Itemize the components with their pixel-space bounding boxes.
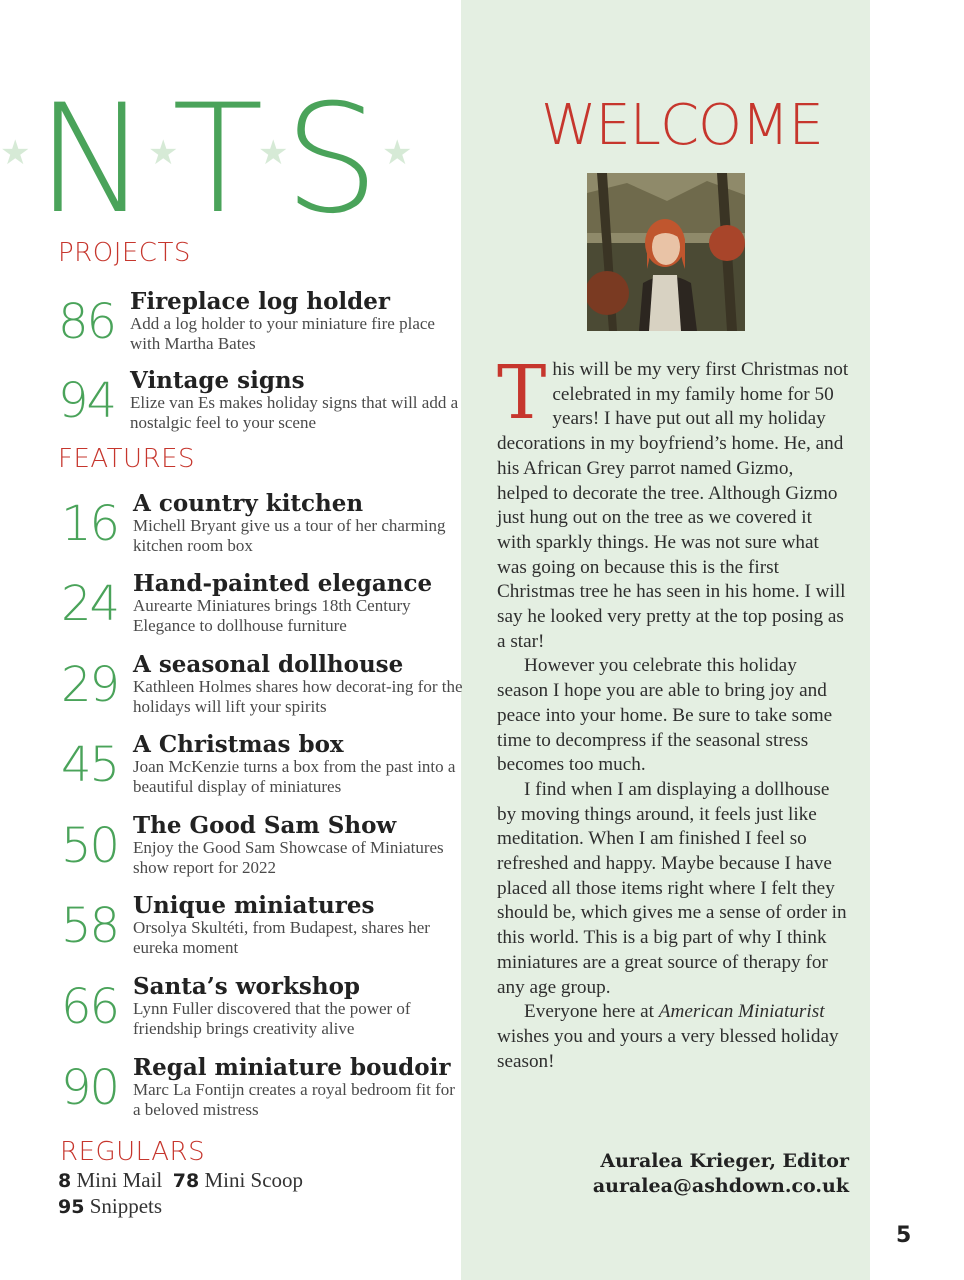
masthead-letter-s: S <box>284 73 382 247</box>
item-title: A Christmas box <box>133 731 344 758</box>
item-page-number: 66 <box>61 979 119 1035</box>
letter-paragraph <box>497 350 849 654</box>
regular-page: 8 <box>58 1170 72 1192</box>
drop-cap: T <box>497 350 547 436</box>
regular-title: Snippets <box>89 1194 163 1218</box>
item-page-number: 45 <box>61 737 119 793</box>
contents-item[interactable] <box>61 973 461 1061</box>
letter-paragraph <box>497 1000 849 1074</box>
item-page-number: 94 <box>58 373 116 429</box>
item-page-number: 24 <box>61 576 119 632</box>
contents-item[interactable] <box>61 1054 461 1142</box>
letter-paragraph: However you celebrate this holiday season I hope you are able to bring joy and peace into your home. Be sure to take some time to decompress if the seasonal stress becomes too much. <box>497 655 833 776</box>
item-description: Michell Bryant give us a tour of her charming kitchen room box <box>133 516 446 555</box>
star-icon: ★ <box>382 133 413 173</box>
welcome-heading: WELCOME <box>541 93 823 158</box>
regular-page: 95 <box>58 1196 85 1218</box>
contents-item[interactable] <box>61 490 461 578</box>
item-description: Kathleen Holmes shares how decorat-ing for the holidays will lift your spirits <box>133 677 463 716</box>
star-icon: ★ <box>258 133 289 173</box>
item-title: A country kitchen <box>133 490 364 517</box>
item-description: Marc La Fontijn creates a royal bedroom fit for a beloved mistress <box>133 1080 455 1119</box>
item-page-number: 86 <box>58 294 116 350</box>
editor-email[interactable]: auralea@ashdown.co.uk <box>592 1175 849 1197</box>
star-icon: ★ <box>0 133 31 173</box>
masthead-letter-n: N <box>36 73 151 247</box>
regular-page: 78 <box>172 1170 200 1192</box>
regular-item[interactable] <box>173 1168 303 1192</box>
star-icon: ★ <box>148 133 179 173</box>
item-description: Joan McKenzie turns a box from the past into a beautiful display of miniatures <box>133 757 456 796</box>
item-title: Santa’s workshop <box>133 973 361 1000</box>
letter-paragraph: I find when I am displaying a dollhouse by moving things around, it feels just like meditation. When I am finished I feel so refreshed and happy. Maybe because I have placed all those items right where I felt they should be, which gives me a sense of order in this world. This is a big part of why I think miniatures are a great source of therapy for any age group. <box>497 778 847 998</box>
regular-title: Mini Mail <box>76 1168 163 1192</box>
item-page-number: 90 <box>61 1060 119 1116</box>
item-description: Enjoy the Good Sam Showcase of Miniatures show report for 2022 <box>133 838 444 877</box>
contents-item[interactable] <box>61 651 463 739</box>
welcome-letter <box>497 350 849 1074</box>
item-title: A seasonal dollhouse <box>133 651 404 678</box>
item-description: Aurearte Miniatures brings 18th Century Elegance to dollhouse furniture <box>133 596 411 635</box>
regular-item[interactable] <box>58 1194 162 1218</box>
editor-name: Auralea Krieger, Editor <box>600 1150 849 1172</box>
item-description: Add a log holder to your miniature fire place with Martha Bates <box>130 314 435 353</box>
item-description: Elize van Es makes holiday signs that will add a nostalgic feel to your scene <box>130 393 459 432</box>
regulars-list <box>58 1168 438 1220</box>
regular-item[interactable] <box>58 1168 162 1192</box>
masthead-letter-t: T <box>172 73 266 247</box>
features-heading: FEATURES <box>58 444 196 474</box>
regulars-heading: REGULARS <box>60 1137 206 1167</box>
item-title: Vintage signs <box>130 367 305 394</box>
item-title: The Good Sam Show <box>133 812 397 839</box>
closing-text: wishes you and yours a very blessed holiday season! <box>497 1025 839 1072</box>
item-title: Hand-painted elegance <box>133 570 433 597</box>
editor-photo <box>587 173 745 331</box>
magazine-name: American Miniaturist <box>658 1001 825 1023</box>
signature <box>560 1149 849 1199</box>
contents-item[interactable] <box>58 288 458 376</box>
projects-heading: PROJECTS <box>58 238 191 268</box>
item-page-number: 58 <box>61 898 119 954</box>
item-description: Lynn Fuller discovered that the power of friendship brings creativity alive <box>133 999 411 1038</box>
item-page-number: 16 <box>61 496 119 552</box>
closing-text: Everyone here at <box>524 1001 659 1023</box>
contents-item[interactable] <box>61 892 461 980</box>
editor-portrait-image <box>587 173 745 331</box>
letter-text: his will be my very first Christmas not celebrated in my family home for 50 years! I have put out all my holiday decorations in my boyfriend’s home. He, and his African Grey parrot named Gizmo, helped to decorate the tree. Although Gizmo just hung out on the tree as we covered it with sparkly things. He was not sure what was going on because this is the first Christmas tree he has seen in his home. I will say he looked very pretty at the top posing as a star! <box>497 359 849 652</box>
regular-title: Mini Scoop <box>204 1168 304 1192</box>
item-page-number: 50 <box>61 818 119 874</box>
contents-item[interactable] <box>61 731 461 819</box>
item-title: Regal miniature boudoir <box>133 1054 451 1081</box>
contents-item[interactable] <box>61 570 461 658</box>
item-title: Fireplace log holder <box>130 288 390 315</box>
item-description: Orsolya Skultéti, from Budapest, shares her eureka moment <box>133 918 430 957</box>
page-number: 5 <box>896 1223 912 1248</box>
item-title: Unique miniatures <box>133 892 375 919</box>
item-page-number: 29 <box>61 657 119 713</box>
contents-item[interactable] <box>61 812 461 900</box>
